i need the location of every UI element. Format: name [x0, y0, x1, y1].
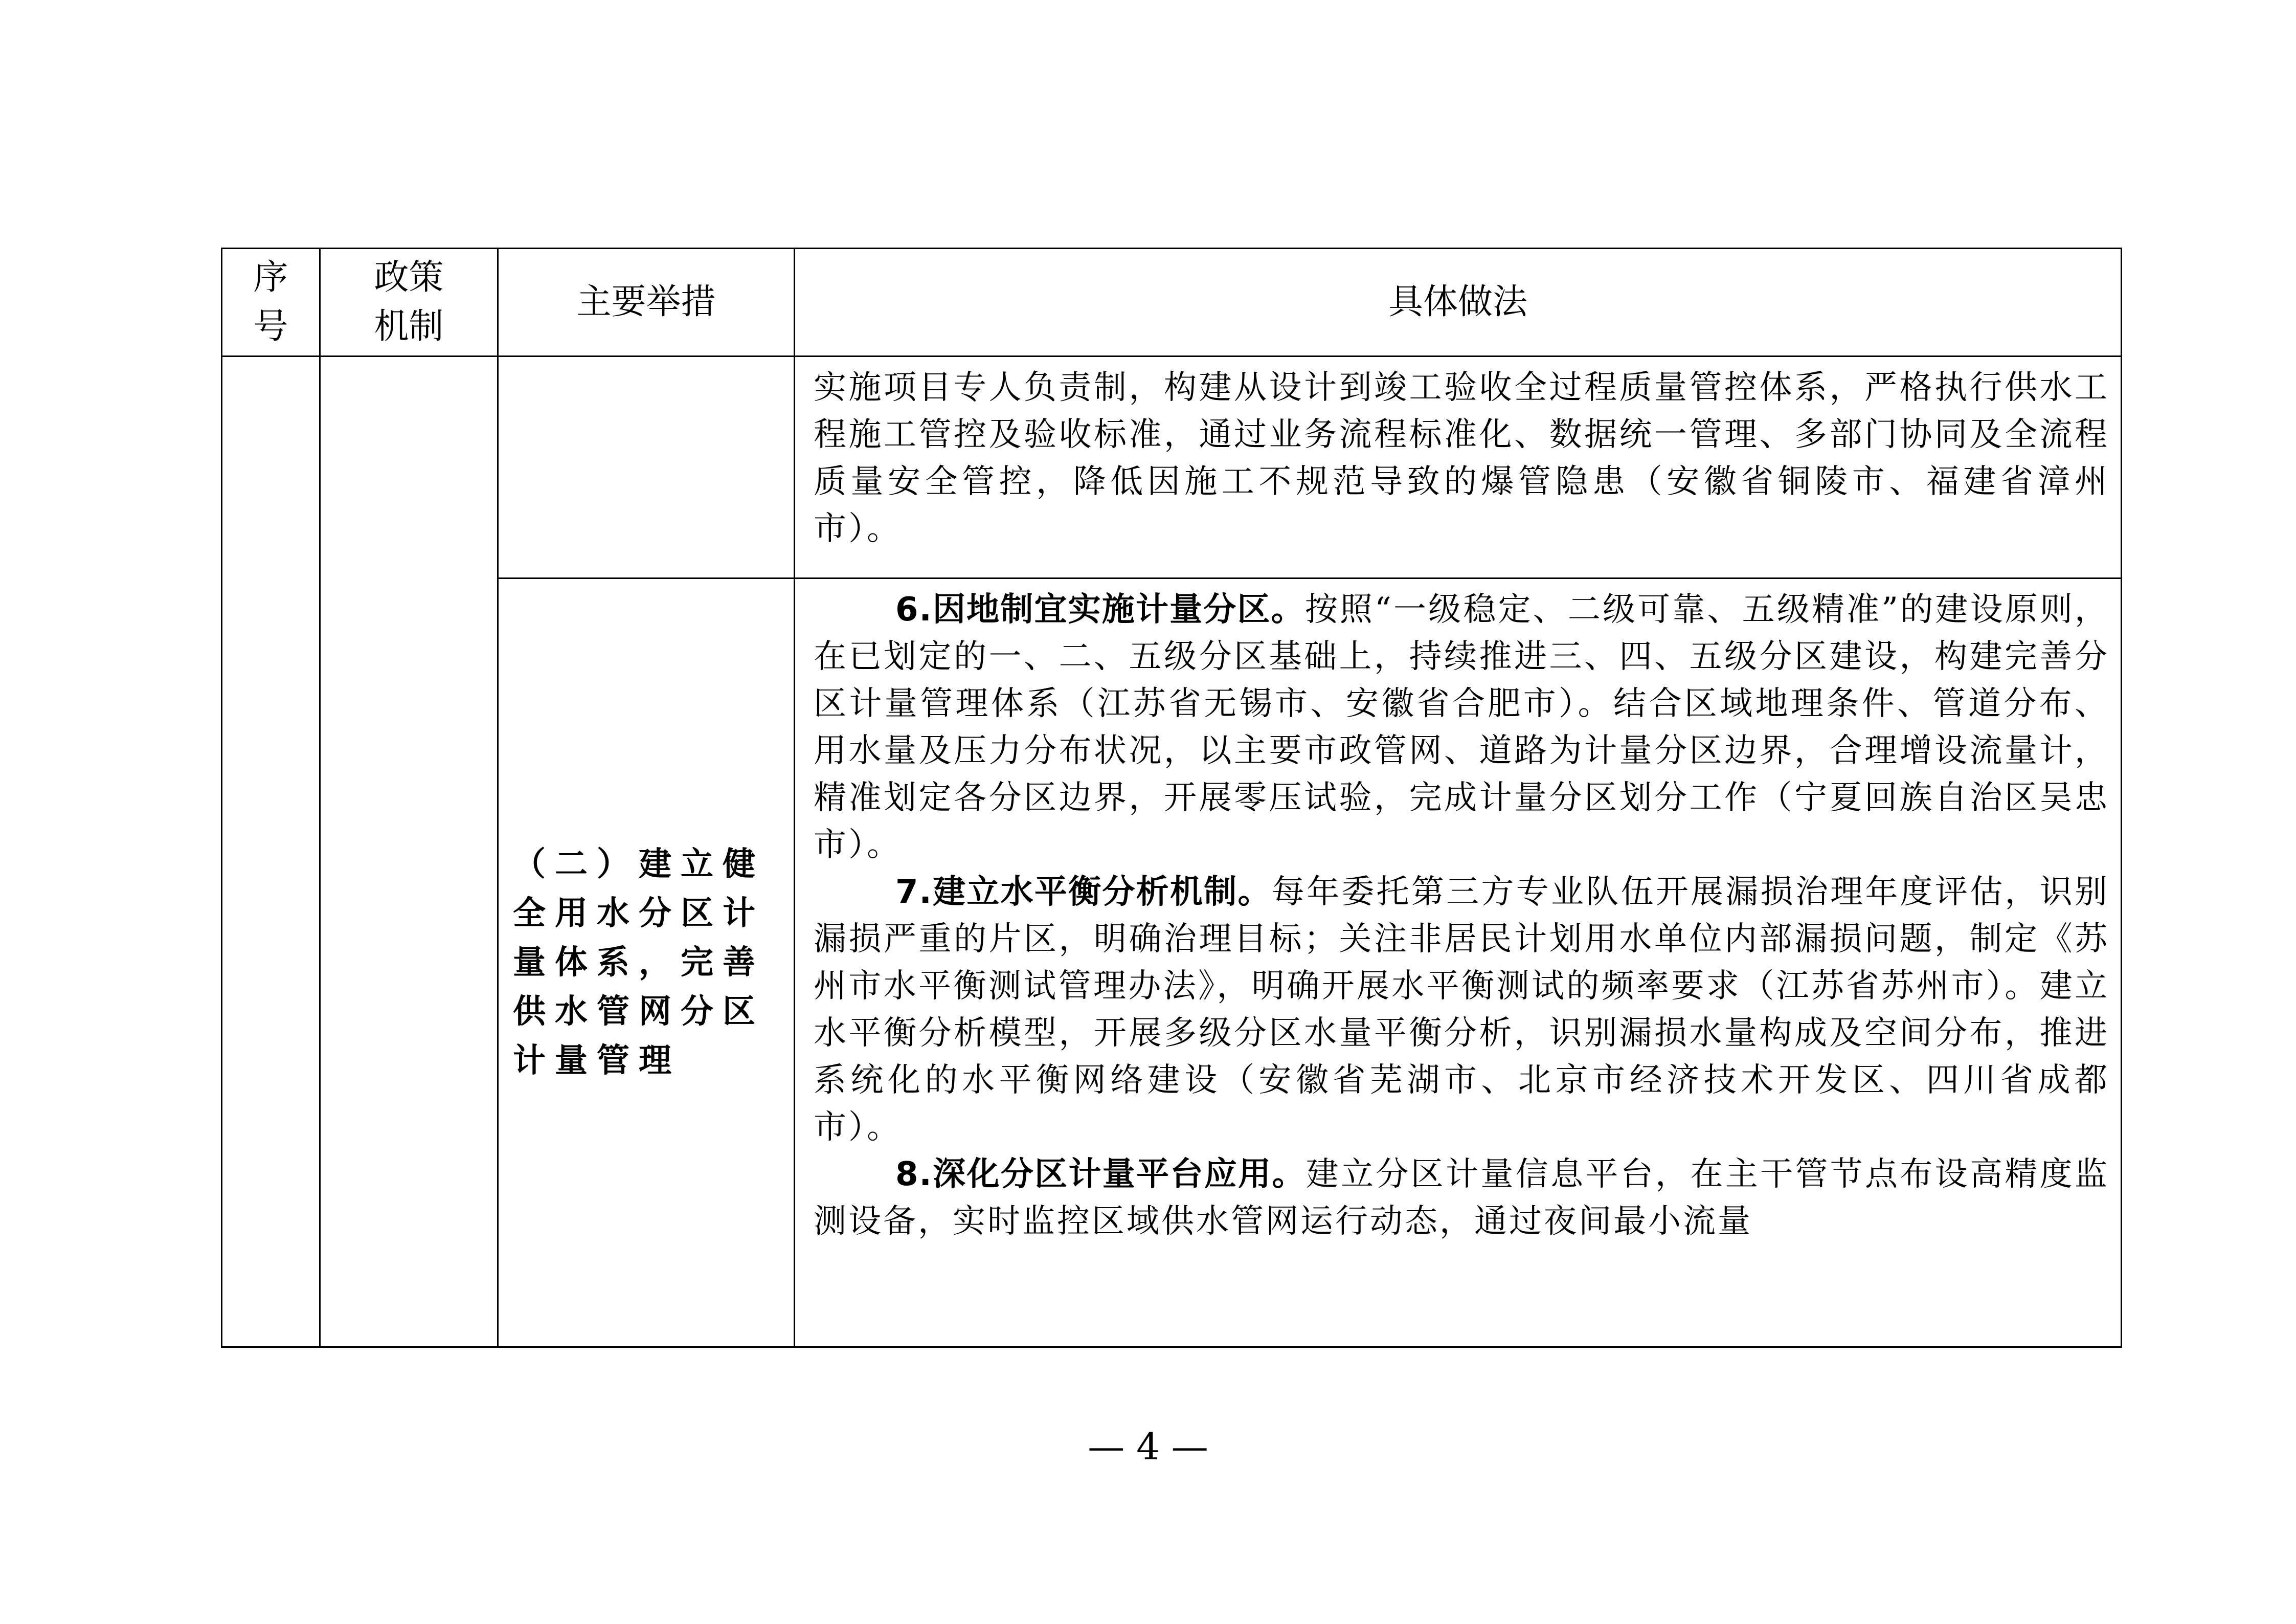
measure-cell: （二）建立健全用水分区计量体系，完善供水管网分区计量管理: [498, 579, 795, 1347]
practice-paragraph-8: [814, 1151, 2109, 1245]
paragraph-heading: 8.深化分区计量平台应用。: [895, 1155, 1306, 1193]
practice-paragraph-7: [814, 869, 2109, 1151]
header-serial-number: 序 号: [222, 249, 320, 357]
paragraph-text: 按照“一级稳定、二级可靠、五级精准”的建设原则，在已划定的一、二、五级分区基础上，持续推进三、四、五级分区建设，构建完善分区计量管理体系（江苏省无锡市、安徽省合肥市）。结合区域地理条件、管道分布、用水量及压力分布状况，以主要市政管网、道路为计量分区边界，合理增设流量计，精准划定各分区边界，开展零压试验，完成计量分区划分工作（宁夏回族自治区吴忠市）。: [814, 591, 2110, 864]
paragraph-heading: 6.因地制宜实施计量分区。: [895, 591, 1305, 629]
header-specific-practices: 具体做法: [795, 249, 2122, 357]
practice-paragraph: [814, 364, 2109, 552]
paragraph-text: 每年委托第三方专业队伍开展漏损治理年度评估，识别漏损严重的片区，明确治理目标；关注非居民计划用水单位内部漏损问题，制定《苏州市水平衡测试管理办法》，明确开展水平衡测试的频率要求（江苏省苏州市）。建立水平衡分析模型，开展多级分区水量平衡分析，识别漏损水量构成及空间分布，推进系统化的水平衡网络建设（安徽省芜湖市、北京市经济技术开发区、四川省成都市）。: [814, 873, 2110, 1146]
policy-table: [221, 248, 2122, 1348]
measure-cell-empty: [498, 357, 795, 579]
table-row: [222, 579, 2122, 1347]
page-number: — 4 —: [1088, 1425, 1208, 1468]
policy-mechanism-cell: [320, 357, 498, 1347]
table-header-row: [222, 249, 2122, 357]
practice-paragraph-6: [814, 586, 2109, 869]
paragraph-text: 建立分区计量信息平台，在主干管节点布设高精度监测设备，实时监控区域供水管网运行动态，通过夜间最小流量: [814, 1155, 2109, 1240]
paragraph-text: 实施项目专人负责制，构建从设计到竣工验收全过程质量管控体系，严格执行供水工程施工管控及验收标准，通过业务流程标准化、数据统一管理、多部门协同及全流程质量安全管控，降低因施工不规范导致的爆管隐患（安徽省铜陵市、福建省漳州市）。: [814, 369, 2109, 548]
table-row: [222, 357, 2122, 579]
practice-cell: [795, 579, 2122, 1347]
header-policy-mechanism: 政策 机制: [320, 249, 498, 357]
header-main-measures: 主要举措: [498, 249, 795, 357]
serial-number-cell: [222, 357, 320, 1347]
practice-cell: [795, 357, 2122, 579]
paragraph-heading: 7.建立水平衡分析机制。: [895, 873, 1272, 911]
